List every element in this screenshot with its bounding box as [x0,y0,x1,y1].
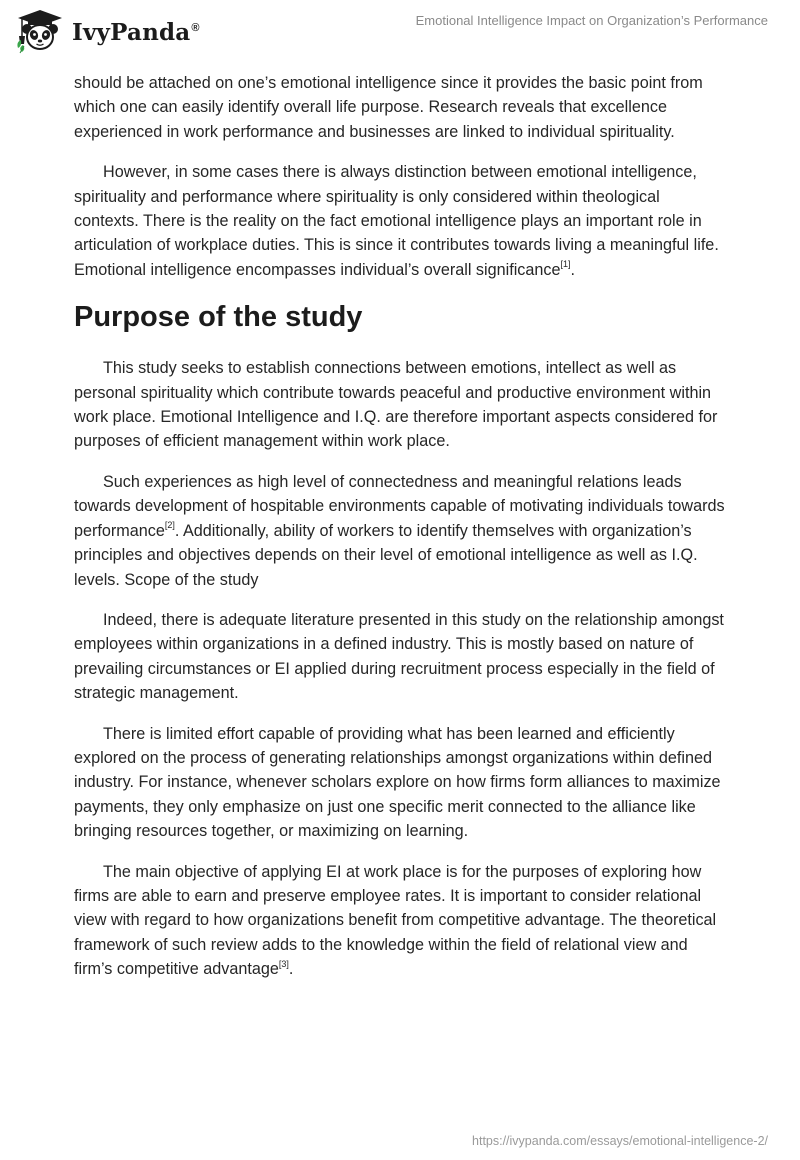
brand-name: IvyPanda® [72,18,200,46]
registered-mark: ® [191,21,200,34]
paragraph-7-text: The main objective of applying EI at work place is for the purposes of exploring how firms are able to earn and preserve employee rates. It is important to consider relational view with regard to how organizations benefit from competitive advantage. The theoretical framework of such review adds to the knowledge within the field of relational view and firm’s competitive advantage [74,862,717,979]
essay-content [74,71,728,998]
section-heading-purpose: Purpose of the study [74,301,363,334]
paragraph-7-tail: . [288,960,294,979]
panda-graduate-icon [14,8,66,54]
paragraph-3: This study seeks to establish connections between emotions, intellect as well as personal spirituality which contribute towards peaceful and productive environment within work place. Emotional Intelligence and I.Q. are therefore important aspects considered for purposes of efficient management within work place. [74,359,718,451]
paragraph-2-text: However, in some cases there is always distinction between emotional intelligence, spirituality and performance where spirituality is only considered within theological contexts. There is the reality on the fact emotional intelligence plays an important role in articulation of workplace duties. This is since it contributes towards living a meaningful life. Emotional intelligence encompasses individual’s overall significance [74,163,719,279]
reference-2-link[interactable]: [2] [164,520,175,531]
paragraph-1: should be attached on one’s emotional intelligence since it provides the basic point from which one can easily identify overall life purpose. Research reveals that excellence experienced in work performance and businesses are linked to individual spirituality. [74,74,703,141]
source-url[interactable]: https://ivypanda.com/essays/emotional-intelligence-2/ [472,1134,768,1148]
ivypanda-logo[interactable] [14,8,200,54]
document-title: Emotional Intelligence Impact on Organization’s Performance [415,13,768,28]
paragraph-4-tail: . Additionally, ability of workers to identify themselves with organization’s principles and objectives depends on their level of emotional intelligence as well as I.Q. levels. Scope of the study [74,521,698,589]
paragraph-4 [74,470,728,592]
reference-3-link[interactable]: [3] [278,958,289,969]
paragraph-6: There is limited effort capable of providing what has been learned and efficiently explored on the process of generating relationships amongst organizations within defined industry. For instance, whenever scholars explore on how firms form alliances to maximize payments, they only emphasize on just one specific merit connected to the alliance like bringing resources together, or maximizing on learning. [74,724,721,841]
paragraph-5: Indeed, there is adequate literature presented in this study on the relationship amongst employees within organizations in a defined industry. This is mostly based on nature of prevailing circumstances or EI applied during recruitment process especially in the field of strategic management. [74,610,724,703]
page-header [0,0,800,60]
paragraph-2-tail: . [570,260,576,279]
reference-1-link[interactable]: [1] [560,259,571,270]
paragraph-4-text: Such experiences as high level of connectedness and meaningful relations leads towards development of hospitable environments capable of motivating individuals towards performance [74,472,725,540]
paragraph-2 [74,160,728,282]
paragraph-7 [74,860,728,982]
